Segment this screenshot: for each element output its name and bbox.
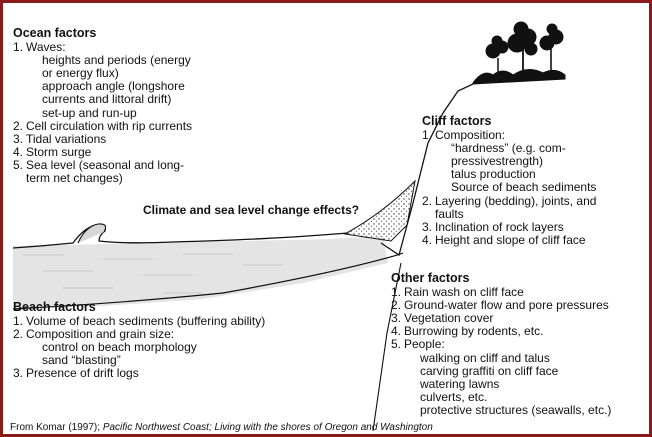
- factor-text: approach angle (longshore: [42, 79, 185, 94]
- other-factors-title: Other factors: [391, 271, 470, 285]
- factor-text: talus production: [451, 167, 536, 182]
- factor-number: 4.: [13, 144, 24, 159]
- factor-text: currents and littoral drift): [42, 92, 172, 107]
- factor-text: Layering (bedding), joints, and: [435, 193, 597, 208]
- factor-text: Composition and grain size:: [26, 327, 175, 342]
- factor-text: walking on cliff and talus: [420, 350, 550, 365]
- factor-text: Ground-water flow and pore pressures: [404, 298, 609, 313]
- factor-text: set-up and run-up: [42, 105, 137, 120]
- factor-text: Burrowing by rodents, etc.: [404, 324, 544, 339]
- factor-text: culverts, etc.: [420, 389, 488, 404]
- factor-text: or energy flux): [42, 66, 119, 81]
- figure-frame: [3, 3, 649, 434]
- factor-text: Inclination of rock layers: [435, 219, 564, 234]
- factor-text: term net changes): [26, 171, 123, 186]
- factor-text: Composition:: [435, 128, 506, 143]
- factor-line: [422, 234, 596, 247]
- factor-number: 3.: [13, 366, 24, 381]
- factor-text: Storm surge: [26, 144, 92, 159]
- climate-change-label: Climate and sea level change effects?: [143, 203, 360, 217]
- factor-line: [13, 172, 192, 185]
- ocean-factors-block: [13, 27, 192, 185]
- factor-number: 2.: [422, 193, 433, 208]
- factor-text: People:: [404, 337, 445, 352]
- factor-number: 3.: [391, 311, 402, 326]
- factor-line: [13, 367, 265, 380]
- factor-number: 2.: [391, 298, 402, 313]
- factor-number: 4.: [391, 324, 402, 339]
- factor-number: 1.: [422, 128, 433, 143]
- factor-number: 3.: [13, 131, 24, 146]
- factor-line: [391, 404, 611, 417]
- factor-number: 2.: [13, 327, 24, 342]
- beach-sand-body: [13, 236, 388, 309]
- factor-text: carving graffiti on cliff face: [420, 363, 559, 378]
- factor-text: pressivestrength): [451, 154, 544, 169]
- factor-text: sand “blasting”: [42, 353, 121, 368]
- factor-number: 5.: [391, 337, 402, 352]
- factor-text: “hardness” (e.g. com-: [451, 141, 566, 156]
- factor-number: 2.: [13, 118, 24, 133]
- credit-book-title: Pacific Northwest Coast; Living with the shores of Oregon and Washington: [102, 422, 433, 433]
- beach-factors-title: Beach factors: [13, 300, 96, 314]
- factor-text: watering lawns: [420, 376, 500, 391]
- other-factors-block: [391, 272, 611, 417]
- cliff-factors-block: [422, 115, 596, 247]
- source-credit: [10, 422, 433, 433]
- cliff-factors-title: Cliff factors: [422, 114, 492, 128]
- factor-text: heights and periods (energy: [42, 53, 191, 68]
- factor-text: Presence of drift logs: [26, 366, 139, 381]
- factor-number: 4.: [422, 232, 433, 247]
- factor-text: Rain wash on cliff face: [404, 285, 524, 300]
- factor-number: 1.: [13, 40, 24, 55]
- factor-text: Height and slope of cliff face: [435, 232, 586, 247]
- factor-text: Waves:: [26, 40, 66, 55]
- cliff-top-trees: [473, 22, 565, 84]
- credit-prefix: From Komar (1997);: [10, 422, 103, 433]
- factor-text: Cell circulation with rip currents: [26, 118, 193, 133]
- factor-text: Vegetation cover: [404, 311, 494, 326]
- factor-text: Source of beach sediments: [451, 180, 597, 195]
- factor-text: protective structures (seawalls, etc.): [420, 402, 612, 417]
- beach-factors-block: [13, 301, 265, 381]
- factor-text: faults: [435, 206, 464, 221]
- factor-number: 1.: [13, 314, 24, 329]
- factor-text: Volume of beach sediments (buffering ability): [26, 314, 266, 329]
- ocean-factors-title: Ocean factors: [13, 26, 97, 40]
- factor-text: Sea level (seasonal and long-: [26, 157, 185, 172]
- factor-number: 3.: [422, 219, 433, 234]
- factor-text: Tidal variations: [26, 131, 107, 146]
- factor-text: control on beach morphology: [42, 340, 197, 355]
- factor-number: 1.: [391, 285, 402, 300]
- factor-number: 5.: [13, 157, 24, 172]
